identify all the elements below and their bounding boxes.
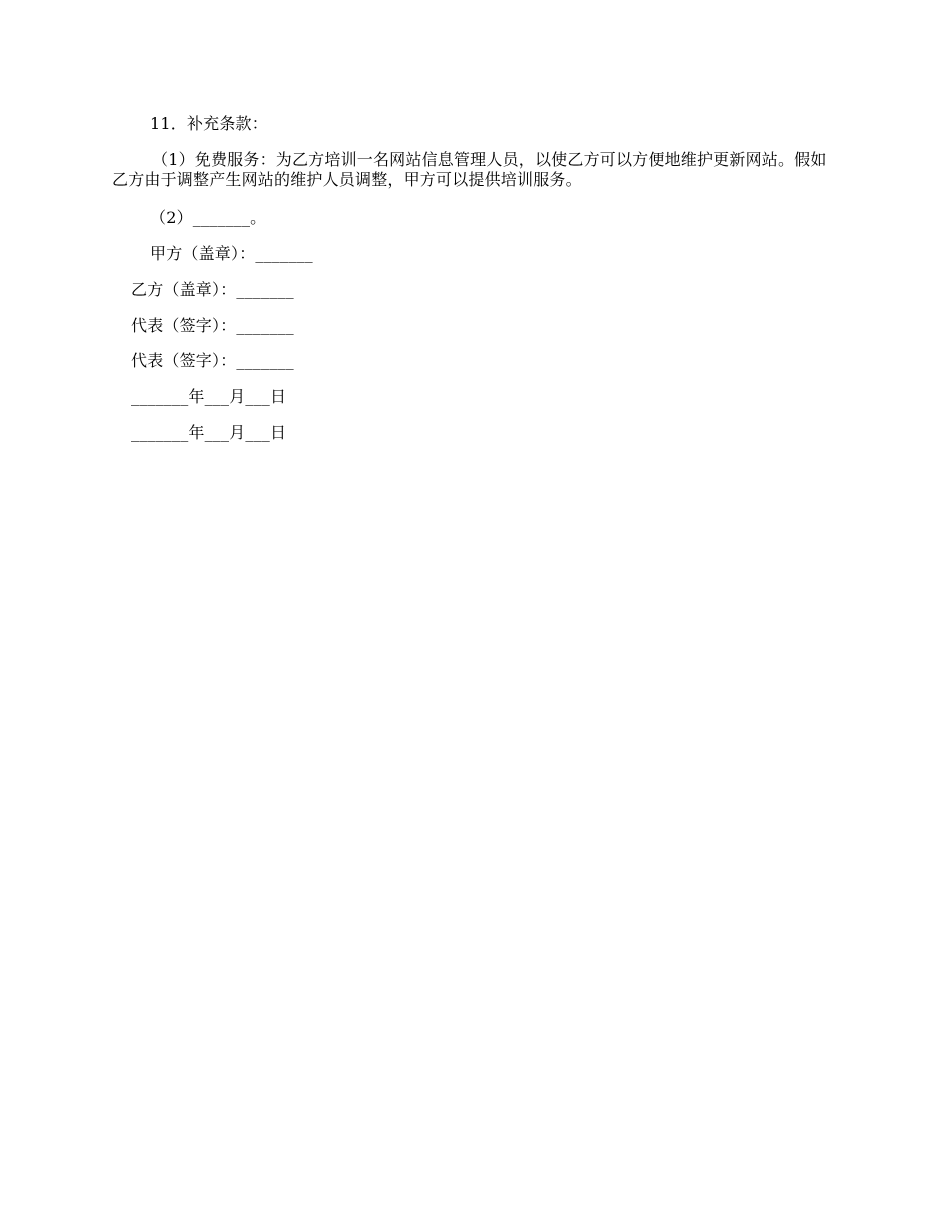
- party-a-seal-line: 甲方（盖章）：_______: [150, 244, 313, 263]
- clause-2-paragraph: （2）_______。: [150, 208, 267, 227]
- representative-signature-line-2: 代表（签字）：_______: [131, 351, 294, 370]
- clause-1-paragraph: （1）免费服务：为乙方培训一名网站信息管理人员，以使乙方可以方便地维护更新网站。假如乙方由于调整产生网站的维护人员调整，甲方可以提供培训服务。: [112, 150, 827, 189]
- date-line-2: _______年___月___日: [131, 423, 287, 442]
- party-b-seal-line: 乙方（盖章）：_______: [131, 280, 294, 299]
- section-heading: 11．补充条款：: [150, 114, 268, 133]
- representative-signature-line-1: 代表（签字）：_______: [131, 316, 294, 335]
- date-line-1: _______年___月___日: [131, 387, 287, 406]
